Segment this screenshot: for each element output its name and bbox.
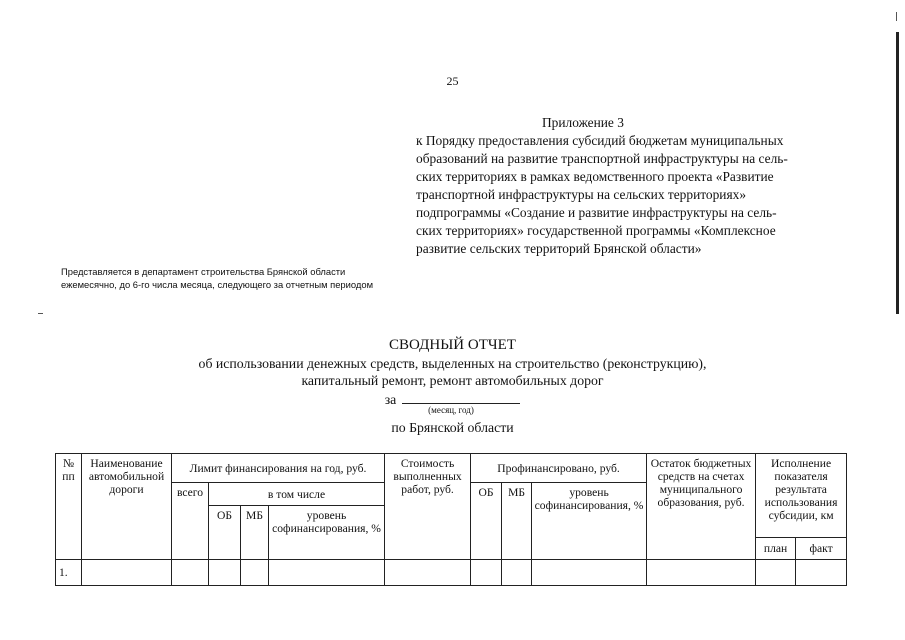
table-cell xyxy=(502,560,532,586)
table-cell xyxy=(82,560,172,586)
report-region: по Брянской области xyxy=(391,420,514,435)
appendix-line: ских территориях» государственной программы «Комплексное xyxy=(416,223,776,238)
appendix-line: транспортной инфраструктуры на сельских территориях» xyxy=(416,187,747,202)
appendix-block xyxy=(416,114,856,258)
header-road-name: Наименование автомобильной дороги xyxy=(82,454,172,560)
appendix-line: образований на развитие транспортной инфраструктуры на сель- xyxy=(416,151,788,166)
header-fact: факт xyxy=(796,538,847,560)
report-subtitle: капитальный ремонт, ремонт автомобильных дорог xyxy=(301,373,604,388)
appendix-line: развитие сельских территорий Брянской области» xyxy=(416,241,702,256)
header-cost: Стоимость выполненных работ, руб. xyxy=(385,454,471,560)
appendix-line: ских территориях в рамках ведомственного проекта «Развитие xyxy=(416,169,774,184)
page-number: 25 xyxy=(446,74,459,88)
submission-note xyxy=(61,266,373,291)
report-table xyxy=(55,453,847,586)
period-label: за xyxy=(384,392,397,407)
header-number: № пп xyxy=(56,454,82,560)
header-limit: Лимит финансирования на год, руб. xyxy=(172,454,385,483)
period-hint: (месяц, год) xyxy=(428,405,474,415)
table-cell xyxy=(209,560,241,586)
header-financed: Профинансировано, руб. xyxy=(471,454,647,483)
header-execution: Исполнение показателя результата использования субсидии, км xyxy=(756,454,847,538)
header-financed-ob: ОБ xyxy=(471,483,502,560)
report-title: СВОДНЫЙ ОТЧЕТ xyxy=(389,337,516,353)
report-subtitle: об использовании денежных средств, выделенных на строительство (реконструкцию), xyxy=(198,356,707,371)
row-number: 1. xyxy=(56,560,82,586)
table-cell xyxy=(385,560,471,586)
table-cell xyxy=(269,560,385,586)
appendix-title: Приложение 3 xyxy=(542,115,624,130)
header-financed-mb: МБ xyxy=(502,483,532,560)
scan-edge-tick xyxy=(896,12,897,21)
table-row xyxy=(56,560,847,586)
table-cell xyxy=(756,560,796,586)
table-cell xyxy=(796,560,847,586)
period-blank xyxy=(402,391,520,404)
appendix-line: к Порядку предоставления субсидий бюджетам муниципальных xyxy=(416,133,784,148)
submission-note-line: ежемесячно, до 6-го числа месяца, следующего за отчетным периодом xyxy=(61,278,374,290)
header-limit-ob: ОБ xyxy=(209,506,241,560)
header-limit-total: всего xyxy=(172,483,209,560)
header-financed-cofin: уровень софинансирования, % xyxy=(532,483,647,560)
scan-edge-bar xyxy=(896,32,899,314)
table-cell xyxy=(647,560,756,586)
header-limit-mb: МБ xyxy=(241,506,269,560)
table-cell xyxy=(172,560,209,586)
header-plan: план xyxy=(756,538,796,560)
table-cell xyxy=(532,560,647,586)
table-cell xyxy=(241,560,269,586)
appendix-line: подпрограммы «Создание и развитие инфраструктуры на сель- xyxy=(416,205,777,220)
header-limit-cofin: уровень софинансирования, % xyxy=(269,506,385,560)
scan-mark xyxy=(38,313,43,314)
header-limit-including: в том числе xyxy=(209,483,385,506)
submission-note-line: Представляется в департамент строительства Брянской области xyxy=(61,266,346,277)
table-cell xyxy=(471,560,502,586)
header-balance: Остаток бюджетных средств на счетах муниципального образования, руб. xyxy=(647,454,756,560)
